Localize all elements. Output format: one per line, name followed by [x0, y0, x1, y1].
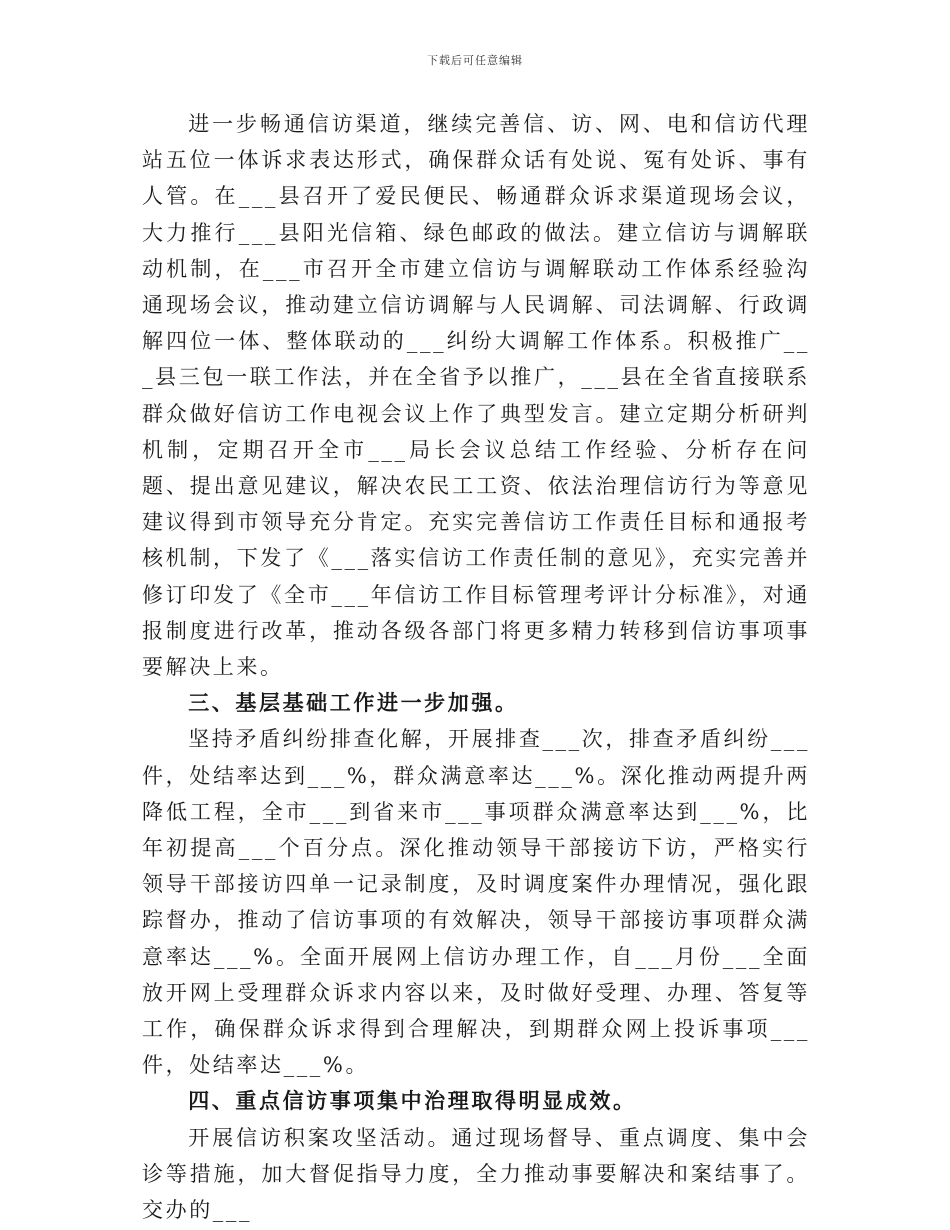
paragraph-petition-channels: 进一步畅通信访渠道，继续完善信、访、网、电和信访代理站五位一体诉求表达形式，确保群众话有处说、冤有处诉、事有人管。在___县召开了爱民便民、畅通群众诉求渠道现场会议，大力推行___县阳光信箱、绿色邮政的做法。建立信访与调解联动机制，在___市召开全市建立信访与调解联动工作体系经验沟通现场会议，推动建立信访调解与人民调解、司法调解、行政调解四位一体、整体联动的___纠纷大调解工作体系。积极推广___县三包一联工作法，并在全省予以推广，___县在全省直接联系群众做好信访工作电视会议上作了典型发言。建立定期分析研判机制，定期召开全市___局长会议总结工作经验、分析存在问题、提出意见建议，解决农民工工资、依法治理信访行为等意见建议得到市领导充分肯定。充实完善信访工作责任目标和通报考核机制，下发了《___落实信访工作责任制的意见》，充实完善并修订印发了《全市___年信访工作目标管理考评计分标准》，对通报制度进行改革，推动各级各部门将更多精力转移到信访事项事要解决上来。 [142, 112, 810, 680]
paragraph-backlog-campaign: 开展信访积案攻坚活动。通过现场督导、重点调度、集中会诊等措施，加大督促指导力度，全力推动事要解决和案结事了。交办的___ [142, 1125, 810, 1223]
section-heading-key-issues: 四、重点信访事项集中治理取得明显成效。 [188, 1088, 637, 1114]
paragraph-dispute-resolution: 坚持矛盾纠纷排查化解，开展排查___次，排查矛盾纠纷___件，处结率达到___%，群众满意率达___%。深化推动两提升两降低工程，全市___到省来市___事项群众满意率达到___%，比年初提高___个百分点。深化推动领导干部接访下访，严格实行领导干部接访四单一记录制度，及时调度案件办理情况，强化跟踪督办，推动了信访事项的有效解决，领导干部接访事项群众满意率达___%。全面开展网上信访办理工作，自___月份___全面放开网上受理群众诉求内容以来，及时做好受理、办理、答复等工作，确保群众诉求得到合理解决，到期群众网上投诉事项___件，处结率达___%。 [142, 727, 810, 1078]
document-body [142, 106, 810, 1228]
section-heading-grassroots: 三、基层基础工作进一步加强。 [188, 690, 519, 716]
page-header: 下载后可任意编辑 [427, 54, 523, 67]
